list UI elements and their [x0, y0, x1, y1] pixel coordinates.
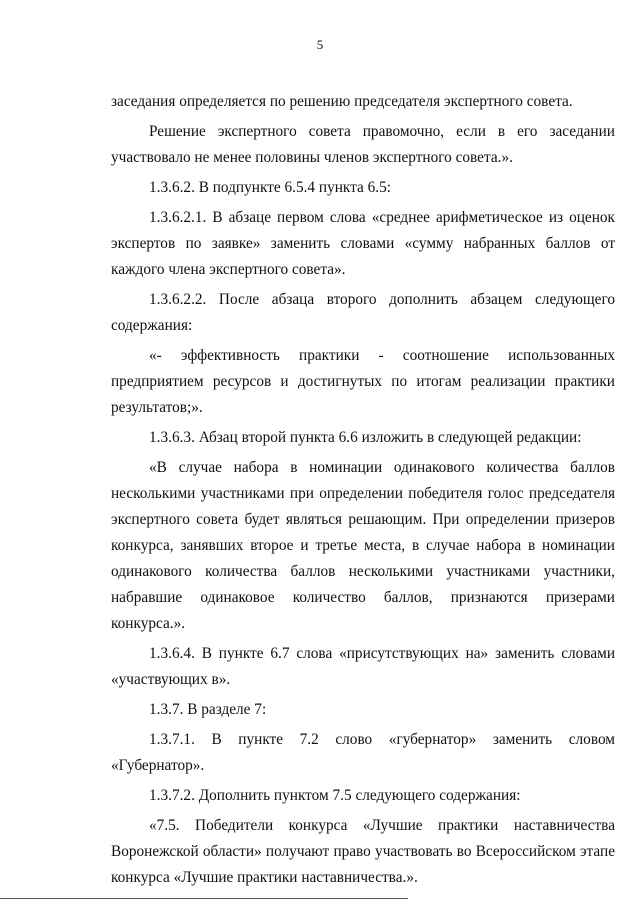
paragraph: 1.3.7. В разделе 7:	[149, 701, 267, 718]
footer-rule	[0, 898, 48, 899]
paragraph: «7.5. Победители конкурса «Лучшие практики наставничества Воронежской области» получают право участвовать во Всероссийском этапе конкурса «Лучшие практики наставничества.».	[111, 817, 615, 886]
paragraph: 1.3.7.1. В пункте 7.2 слово «губернатор» заменить словом «Губернатор».	[111, 731, 615, 774]
paragraph: 1.3.6.2.1. В абзаце первом слова «среднее арифметическое из оценок экспертов по заявке» заменить словами «сумму набранных баллов от каждого члена экспертного совета».	[111, 209, 615, 278]
paragraph: 1.3.7.2. Дополнить пунктом 7.5 следующего содержания:	[149, 787, 521, 804]
paragraph: 1.3.6.3. Абзац второй пункта 6.6 изложить в следующей редакции:	[149, 429, 582, 446]
page-number: 5	[316, 37, 324, 52]
paragraph: «- эффективность практики - соотношение использованных предприятием ресурсов и достигнутых по итогам реализации практики результатов;».	[111, 347, 615, 416]
paragraph: Решение экспертного совета правомочно, если в его заседании участвовало не менее половины членов экспертного совета.».	[111, 123, 615, 166]
paragraph: 1.3.6.2. В подпункте 6.5.4 пункта 6.5:	[149, 179, 391, 196]
document-body	[111, 89, 615, 895]
paragraph: заседания определяется по решению председателя экспертного совета.	[111, 93, 573, 110]
paragraph: 1.3.6.4. В пункте 6.7 слова «присутствующих на» заменить словами «участвующих в».	[111, 645, 615, 688]
paragraph: «В случае набора в номинации одинакового количества баллов несколькими участниками при определении победителя голос председателя экспертного совета будет являться решающим. При определении призеров конкурса, занявших второе и третье места, в случае набора в номинации одинакового количества баллов несколькими участниками участники, набравшие одинаковое количество баллов, признаются призерами конкурса.».	[111, 459, 615, 632]
footer-rule	[48, 898, 408, 899]
paragraph: 1.3.6.2.2. После абзаца второго дополнить абзацем следующего содержания:	[111, 291, 615, 334]
